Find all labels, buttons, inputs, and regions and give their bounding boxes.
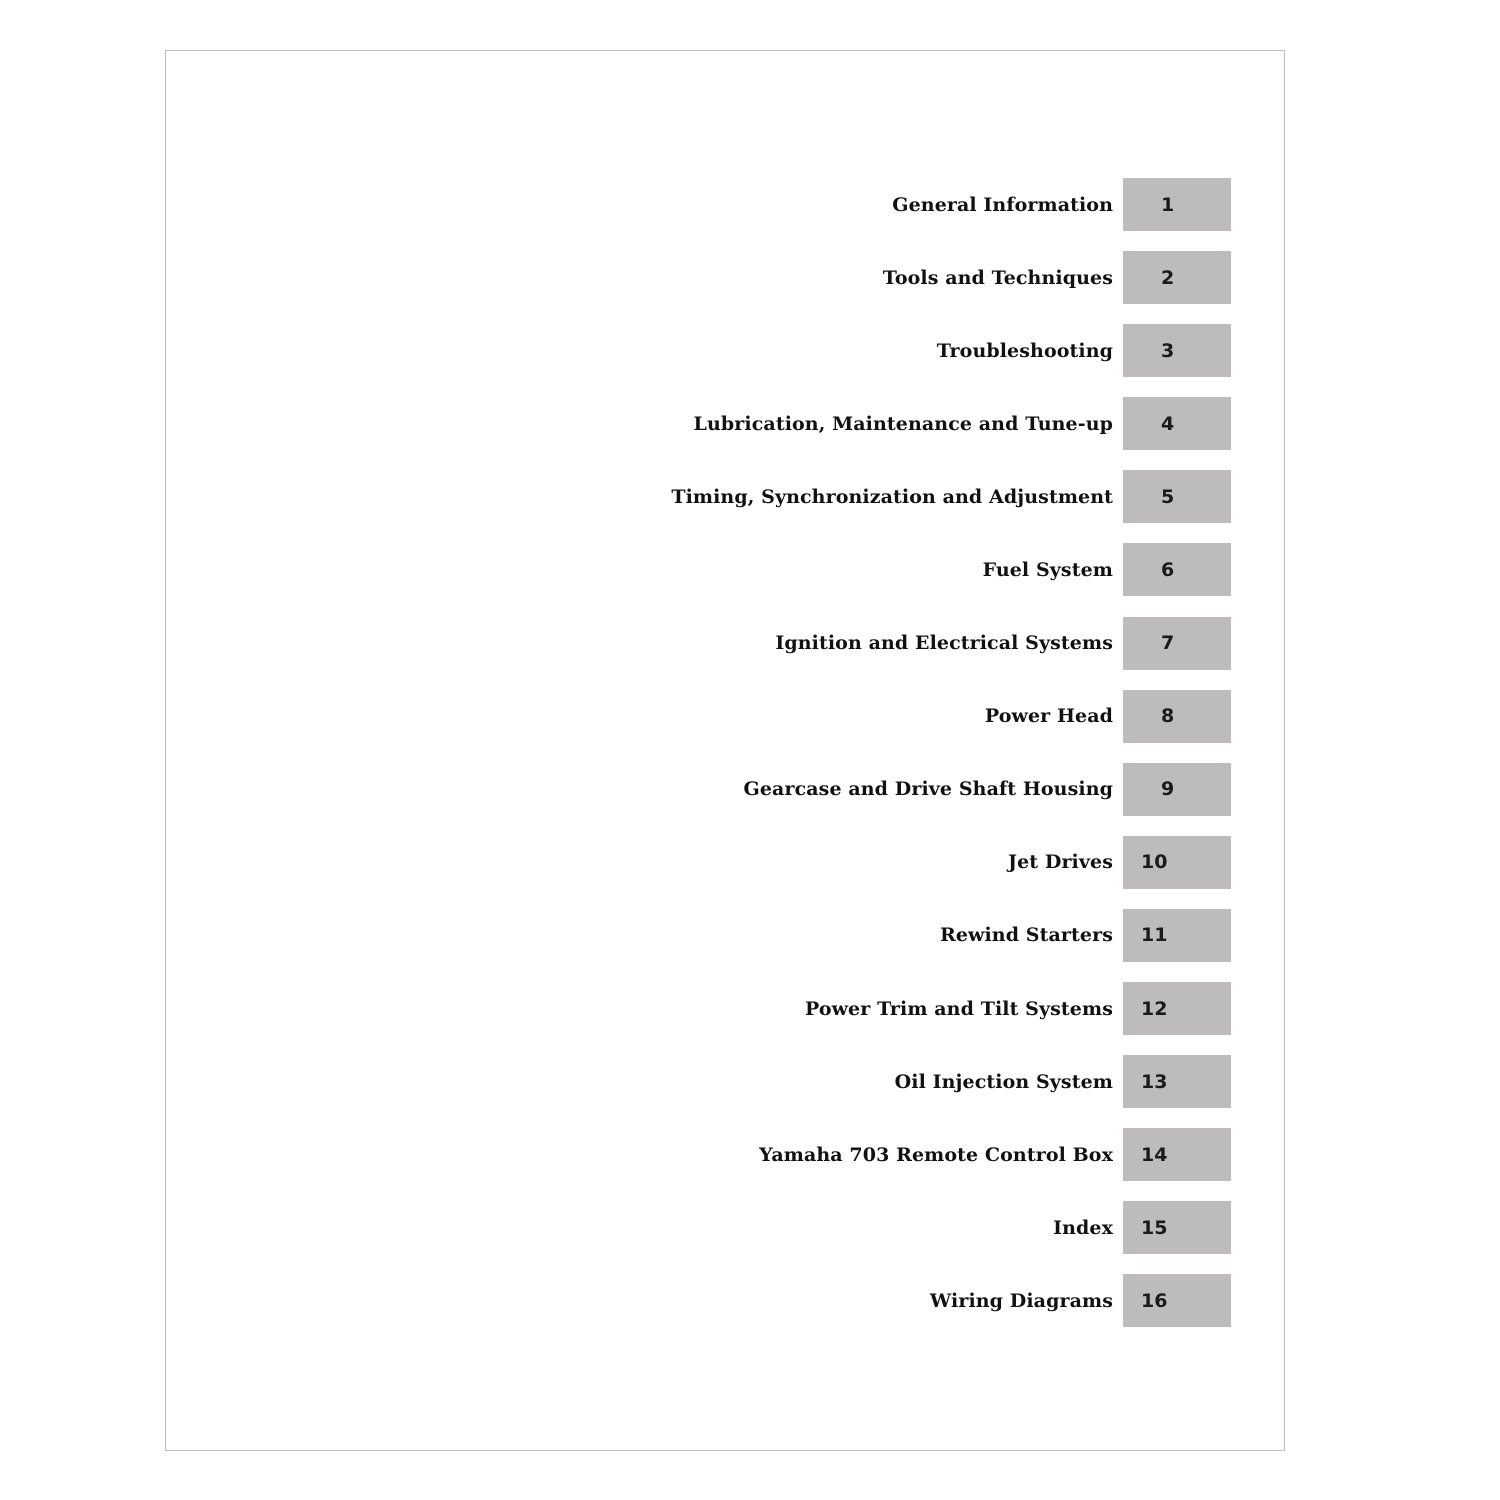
toc-entry-label: Tools and Techniques bbox=[882, 266, 1113, 289]
toc-entry-label: Gearcase and Drive Shaft Housing bbox=[743, 778, 1113, 801]
toc-entry-label: Rewind Starters bbox=[939, 924, 1113, 947]
chapter-tab[interactable] bbox=[1123, 690, 1231, 743]
toc-entry-general-information[interactable] bbox=[531, 178, 1231, 231]
chapter-number: 1 bbox=[1161, 193, 1175, 216]
toc-entry-label: Power Head bbox=[984, 705, 1113, 728]
toc-entry-label: Lubrication, Maintenance and Tune-up bbox=[693, 412, 1113, 435]
chapter-number: 9 bbox=[1161, 778, 1175, 801]
chapter-tab[interactable] bbox=[1123, 1055, 1231, 1108]
chapter-number: 3 bbox=[1161, 339, 1175, 362]
chapter-number: 8 bbox=[1161, 705, 1175, 728]
chapter-tab[interactable] bbox=[1123, 397, 1231, 450]
chapter-tab[interactable] bbox=[1123, 1128, 1231, 1181]
toc-entry-troubleshooting[interactable] bbox=[531, 324, 1231, 377]
chapter-tab[interactable] bbox=[1123, 251, 1231, 304]
chapter-number: 2 bbox=[1161, 266, 1175, 289]
toc-entry-label: General Information bbox=[892, 193, 1113, 216]
toc-entry-timing-synchronization-adjustment[interactable] bbox=[531, 470, 1231, 523]
toc-entry-label: Oil Injection System bbox=[894, 1070, 1113, 1093]
toc-entry-label: Timing, Synchronization and Adjustment bbox=[671, 485, 1113, 508]
chapter-number: 4 bbox=[1161, 412, 1175, 435]
toc-entry-label: Jet Drives bbox=[1008, 851, 1113, 874]
toc-entry-label: Index bbox=[1053, 1216, 1113, 1239]
toc-entry-power-head[interactable] bbox=[531, 690, 1231, 743]
toc-entry-rewind-starters[interactable] bbox=[531, 909, 1231, 962]
toc-entry-jet-drives[interactable] bbox=[531, 836, 1231, 889]
chapter-tab[interactable] bbox=[1123, 982, 1231, 1035]
toc-entry-remote-control-box[interactable] bbox=[531, 1128, 1231, 1181]
chapter-number: 10 bbox=[1141, 851, 1168, 874]
chapter-tab[interactable] bbox=[1123, 324, 1231, 377]
toc-entry-label: Ignition and Electrical Systems bbox=[775, 632, 1113, 655]
chapter-number: 11 bbox=[1141, 924, 1168, 947]
toc-entry-fuel-system[interactable] bbox=[531, 543, 1231, 596]
document-page bbox=[165, 50, 1285, 1451]
chapter-number: 13 bbox=[1141, 1070, 1168, 1093]
chapter-number: 5 bbox=[1161, 485, 1175, 508]
toc-entry-ignition-electrical-systems[interactable] bbox=[531, 617, 1231, 670]
toc-entry-wiring-diagrams[interactable] bbox=[531, 1274, 1231, 1327]
toc-entry-label: Power Trim and Tilt Systems bbox=[804, 997, 1113, 1020]
toc-entry-tools-and-techniques[interactable] bbox=[531, 251, 1231, 304]
toc-entry-gearcase-drive-shaft-housing[interactable] bbox=[531, 763, 1231, 816]
chapter-tab[interactable] bbox=[1123, 909, 1231, 962]
chapter-tab[interactable] bbox=[1123, 1201, 1231, 1254]
table-of-contents bbox=[531, 178, 1231, 1348]
toc-entry-lubrication-maintenance-tune-up[interactable] bbox=[531, 397, 1231, 450]
chapter-number: 15 bbox=[1141, 1216, 1168, 1239]
toc-entry-oil-injection-system[interactable] bbox=[531, 1055, 1231, 1108]
chapter-tab[interactable] bbox=[1123, 178, 1231, 231]
chapter-tab[interactable] bbox=[1123, 470, 1231, 523]
toc-entry-power-trim-tilt-systems[interactable] bbox=[531, 982, 1231, 1035]
toc-entry-label: Troubleshooting bbox=[936, 339, 1113, 362]
chapter-tab[interactable] bbox=[1123, 1274, 1231, 1327]
chapter-tab[interactable] bbox=[1123, 836, 1231, 889]
toc-entry-label: Fuel System bbox=[982, 558, 1113, 581]
toc-entry-label: Yamaha 703 Remote Control Box bbox=[759, 1143, 1113, 1166]
toc-entry-index[interactable] bbox=[531, 1201, 1231, 1254]
chapter-number: 16 bbox=[1141, 1289, 1168, 1312]
chapter-tab[interactable] bbox=[1123, 763, 1231, 816]
chapter-number: 12 bbox=[1141, 997, 1168, 1020]
chapter-number: 7 bbox=[1161, 632, 1175, 655]
chapter-number: 14 bbox=[1141, 1143, 1168, 1166]
chapter-tab[interactable] bbox=[1123, 617, 1231, 670]
chapter-tab[interactable] bbox=[1123, 543, 1231, 596]
toc-entry-label: Wiring Diagrams bbox=[929, 1289, 1113, 1312]
chapter-number: 6 bbox=[1161, 558, 1175, 581]
